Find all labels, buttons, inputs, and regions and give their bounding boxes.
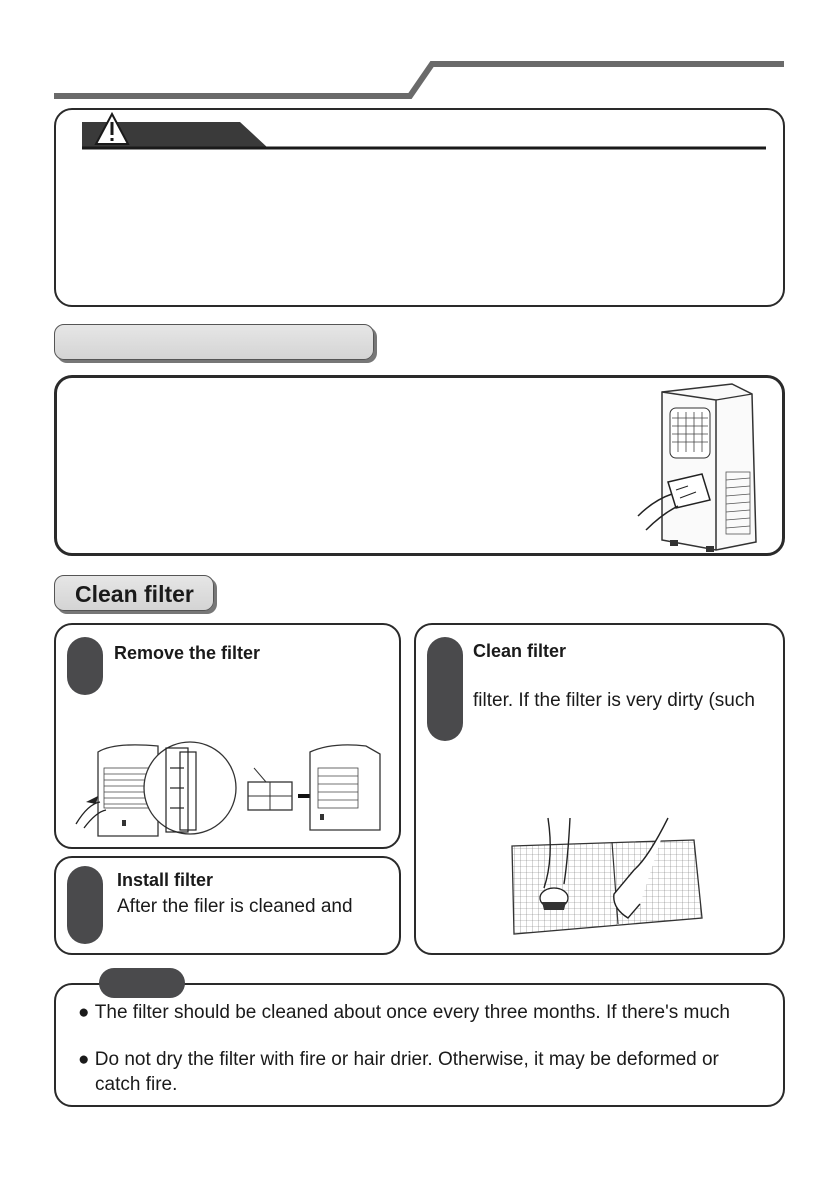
bullet-dot-icon: ● [78,1002,95,1023]
note-bullet-1 [78,1001,730,1025]
filter-brushing-illustration [508,818,708,938]
remove-filter-title: Remove the filter [114,643,261,663]
air-conditioner-illustration [632,382,772,552]
note-bullet-1-text: The filter should be cleaned about once every three months. If there's much [94,1002,730,1023]
note-bullet-2-text: Do not dry the filter with fire or hair drier. Otherwise, it may be deformed or [94,1049,719,1070]
section-pill-blank [54,324,374,360]
bullet-dot-icon: ● [78,1049,95,1070]
clean-filter-text: filter. If the filter is very dirty (such [473,690,755,711]
install-filter-title: Install filter [117,870,214,890]
warning-triangle-icon [94,112,134,146]
clean-filter-pill [54,575,214,611]
filter-removal-illustration [70,738,390,848]
clean-filter-step-title: Clean filter [473,641,567,661]
step-tab-install [67,866,103,944]
clean-filter-heading: Clean filter [75,581,194,607]
install-filter-text: After the filer is cleaned and [117,896,353,917]
note-bullet-2 [78,1048,719,1072]
note-tab [99,968,185,998]
note-bullet-2-continued: catch fire. [95,1074,178,1095]
step-tab-remove [67,637,103,695]
step-tab-clean [427,637,463,741]
